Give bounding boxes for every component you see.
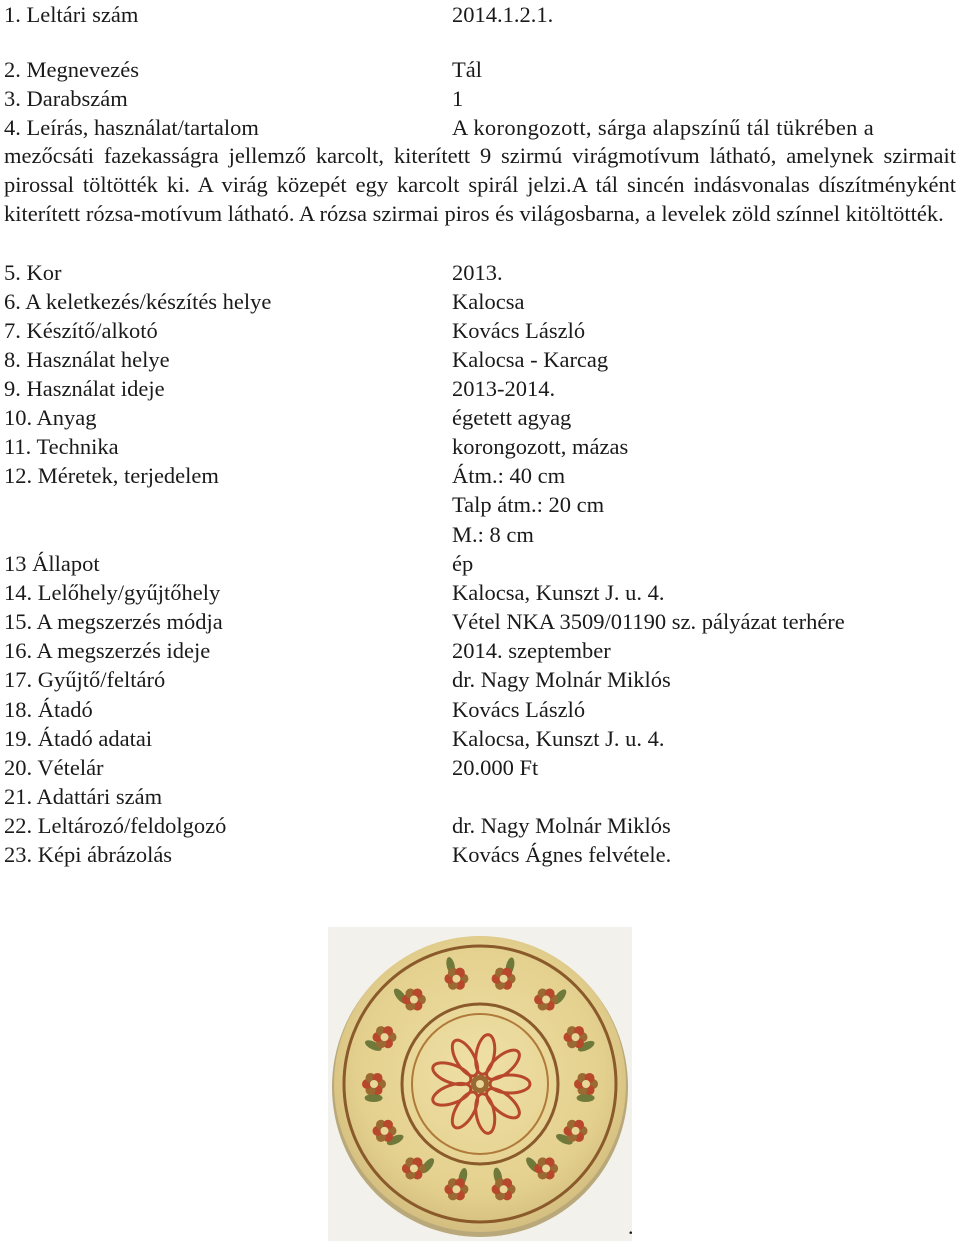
field-value: Kalocsa, Kunszt J. u. 4.	[452, 726, 665, 751]
field-label: 18. Átadó	[4, 697, 93, 722]
rim-rose-motif	[362, 1073, 386, 1102]
field-value: Kovács László	[452, 697, 586, 722]
field-value: dr. Nagy Molnár Miklós	[452, 667, 671, 692]
field-label: 14. Lelőhely/gyűjtőhely	[4, 580, 221, 605]
field-label: 13 Állapot	[4, 551, 100, 576]
field-value: dr. Nagy Molnár Miklós	[452, 813, 671, 838]
plate-photo	[328, 927, 632, 1241]
field-label: 17. Gyűjtő/feltáró	[4, 667, 166, 692]
field-label: 12. Méretek, terjedelem	[4, 463, 219, 488]
field-label: 10. Anyag	[4, 405, 97, 430]
field-label: 6. A keletkezés/készítés helye	[4, 289, 272, 314]
field-label: 21. Adattári szám	[4, 784, 163, 809]
field-value: 2013.	[452, 260, 503, 285]
field-value: 2014.1.2.1.	[452, 2, 554, 27]
field-value: Kalocsa - Karcag	[452, 347, 609, 372]
rim-rose-motif	[574, 1073, 598, 1102]
field-value: M.: 8 cm	[452, 522, 534, 547]
field-label: 2. Megnevezés	[4, 57, 139, 82]
field-value: Kalocsa	[452, 289, 525, 314]
field-label: 16. A megszerzés ideje	[4, 638, 211, 663]
field-value: 2013-2014.	[452, 376, 556, 401]
field-label: 8. Használat helye	[4, 347, 170, 372]
field-value: A korongozott, sárga alapszínű tál tükrében a	[452, 115, 875, 140]
field-value: Talp átm.: 20 cm	[452, 492, 605, 517]
field-label: 23. Képi ábrázolás	[4, 842, 173, 867]
field-label: 4. Leírás, használat/tartalom	[4, 115, 259, 140]
field-value: Tál	[452, 57, 482, 82]
field-value: Kovács László	[452, 318, 586, 343]
field-value: Átm.: 40 cm	[452, 463, 566, 488]
field-label: 20. Vételár	[4, 755, 104, 780]
field-value: ép	[452, 551, 474, 576]
field-label: 5. Kor	[4, 260, 62, 285]
field-value: égetett agyag	[452, 405, 572, 430]
field-value: Vétel NKA 3509/01190 sz. pályázat terhére	[452, 609, 845, 634]
field-value: 20.000 Ft	[452, 755, 539, 780]
field-label: 1. Leltári szám	[4, 2, 139, 27]
field-label: 19. Átadó adatai	[4, 726, 153, 751]
field-value: Kalocsa, Kunszt J. u. 4.	[452, 580, 665, 605]
field-value: 1	[452, 86, 464, 111]
description-text: mezőcsáti fazekasságra jellemző karcolt, kiterített 9 szirmú virágmotívum látható, amelynek szirmait pirossal töltötték ki. A virág közepét egy karcolt spirál jelzi.A tál sincén indásvonalas díszítményként kiterített rózsa-motívum látható. A rózsa szirmai piros és világosbarna, a levelek zöld színnel kitöltötték.	[4, 143, 956, 226]
field-value: 2014. szeptember	[452, 638, 611, 663]
field-label: 9. Használat ideje	[4, 376, 165, 401]
field-label: 22. Leltározó/feldolgozó	[4, 813, 227, 838]
field-value: korongozott, mázas	[452, 434, 629, 459]
field-label: 11. Technika	[4, 434, 119, 459]
plate-illustration	[328, 927, 632, 1241]
field-label: 15. A megszerzés módja	[4, 609, 223, 634]
field-label: 7. Készítő/alkotó	[4, 318, 158, 343]
field-value: Kovács Ágnes felvétele.	[452, 842, 672, 867]
field-label: 3. Darabszám	[4, 86, 128, 111]
trailing-period: .	[628, 1214, 634, 1239]
center-spiral-core	[476, 1080, 484, 1088]
